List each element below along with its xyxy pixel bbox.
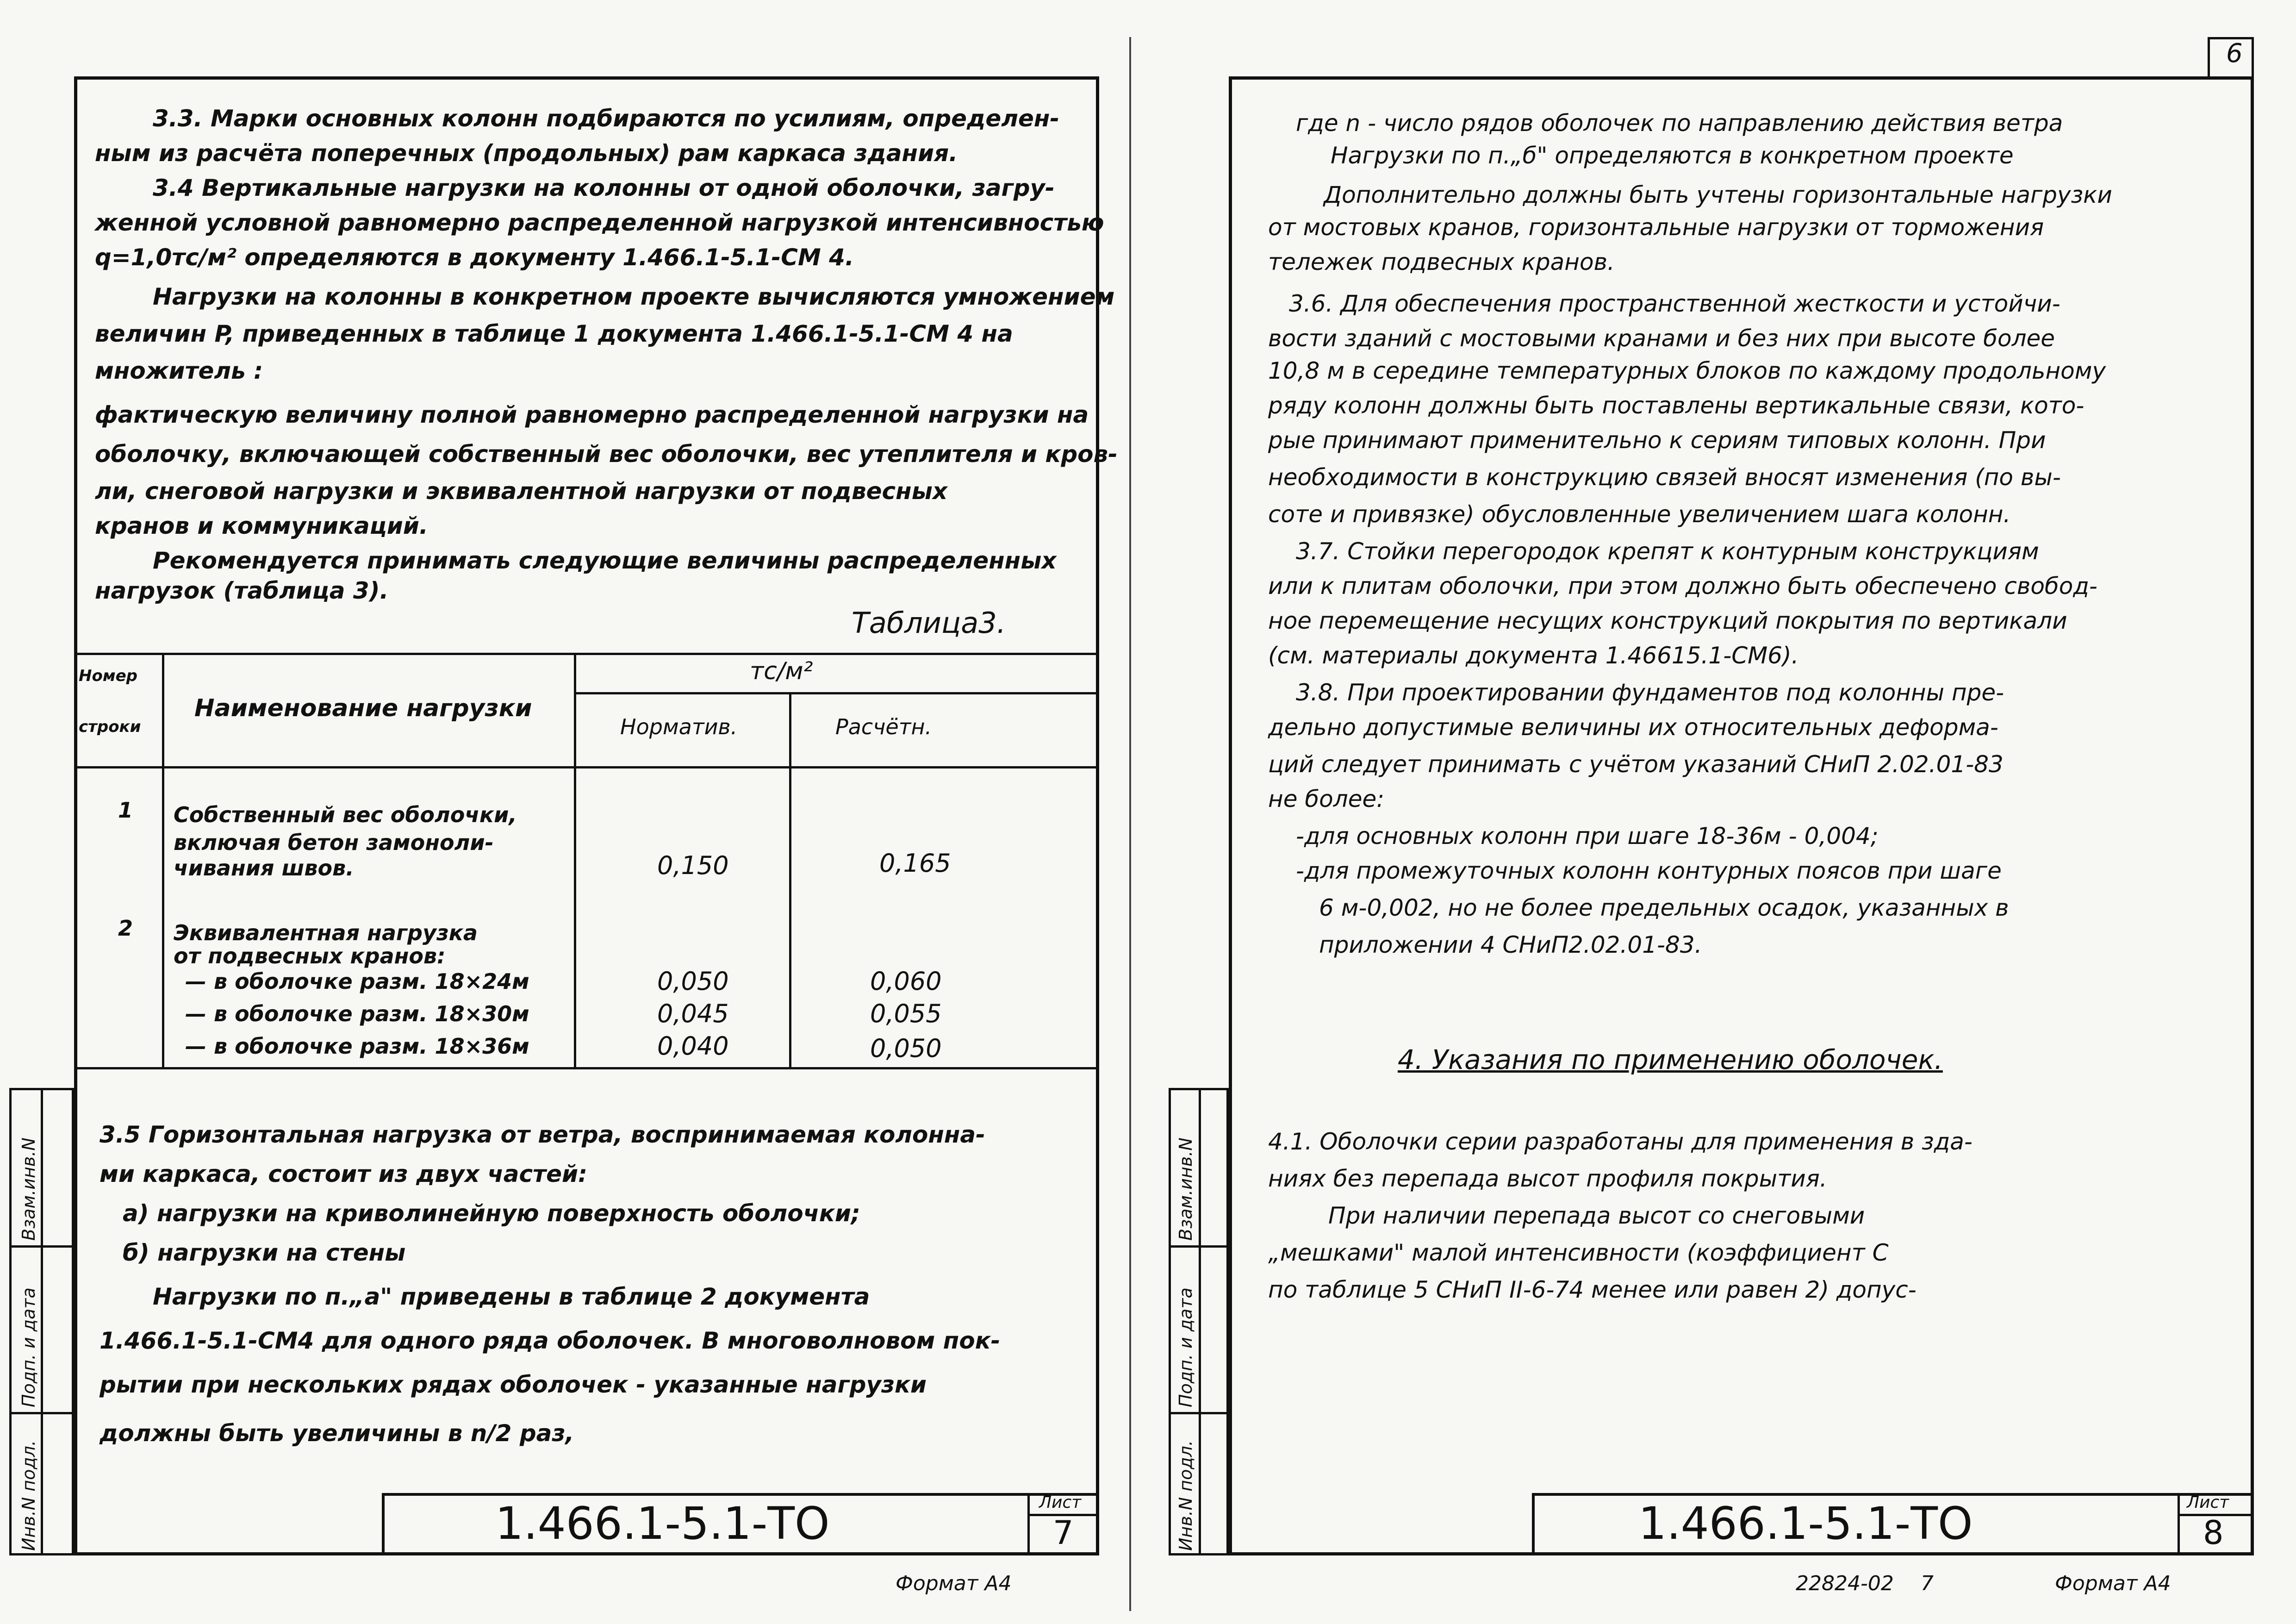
- right-para-line: ряду колонн должны быть поставлены вертикальные связи, кото-: [1268, 392, 2084, 419]
- right-para-line: или к плитам оболочки, при этом должно быть обеспечено свобод-: [1268, 573, 2097, 600]
- right-para-line: вости зданий с мостовыми кранами и без них при высоте более: [1268, 325, 2055, 352]
- left-para2-line: а) нагрузки на криволинейную поверхность оболочки;: [123, 1200, 860, 1227]
- left-para2-line: рытии при нескольких рядах оболочек - указанные нагрузки: [100, 1371, 927, 1398]
- row-calc: 0,060: [870, 967, 942, 996]
- right-sheet-label: Лист: [2187, 1493, 2229, 1512]
- left-para-line: величин P, приведенных в таблице 1 документа 1.466.1-5.1-СМ 4 на: [95, 320, 1013, 347]
- left-side-label-replace: Взам.инв.N: [19, 1137, 39, 1241]
- top-page-number: 6: [2226, 38, 2243, 69]
- row-name: — в оболочке разм. 18×30м: [185, 1001, 529, 1026]
- left-para-line: ным из расчёта поперечных (продольных) рам каркаса здания.: [95, 140, 958, 167]
- left-para2-line: должны быть увеличины в n/2 раз,: [100, 1420, 574, 1447]
- row-calc: 0,165: [879, 849, 951, 878]
- left-format: Формат А4: [896, 1572, 1012, 1595]
- right-para-line: 6 м-0,002, но не более предельных осадок, указанных в: [1319, 894, 2009, 921]
- right-para-line: не более:: [1268, 786, 1385, 812]
- row-name: — в оболочке разм. 18×24м: [185, 969, 529, 994]
- right-para-line: 10,8 м в середине температурных блоков по каждому продольному: [1268, 357, 2106, 384]
- right-para-line: рые принимают применительно к сериям типовых колонн. При: [1268, 427, 2046, 454]
- left-para2-line: 3.5 Горизонтальная нагрузка от ветра, воспринимаемая колонна-: [100, 1121, 985, 1148]
- left-para2-line: 1.466.1-5.1-СМ4 для одного ряда оболочек. В многоволновом пок-: [100, 1327, 1001, 1354]
- page-divider: [1129, 37, 1131, 1611]
- right-para-line: 3.8. При проектировании фундаментов под колонны пре-: [1296, 679, 2004, 706]
- right-side-label-sign: Подп. и дата: [1176, 1287, 1196, 1407]
- right-para2-line: 4.1. Оболочки серии разработаны для применения в зда-: [1268, 1128, 1972, 1155]
- left-para-line: ли, снеговой нагрузки и эквивалентной нагрузки от подвесных: [95, 478, 948, 505]
- row-name: чивания швов.: [174, 856, 354, 881]
- row-norm: 0,050: [657, 967, 729, 996]
- left-para2-line: ми каркаса, состоит из двух частей:: [100, 1161, 588, 1187]
- left-para2-line: б) нагрузки на стены: [123, 1239, 406, 1266]
- row-calc: 0,050: [870, 1034, 942, 1063]
- section-4-heading: 4. Указания по применению оболочек.: [1398, 1044, 1943, 1075]
- row-name: Эквивалентная нагрузка: [174, 920, 478, 945]
- table-title: Таблица3.: [852, 606, 1006, 640]
- left-sheet-label: Лист: [1039, 1493, 1082, 1512]
- left-para-line: 3.4 Вертикальные нагрузки на колонны от одной оболочки, загру-: [153, 175, 1055, 201]
- row-norm: 0,040: [657, 1031, 729, 1061]
- row-name: включая бетон замонoли-: [174, 830, 494, 855]
- right-para-line: где n - число рядов оболочек по направлению действия ветра: [1296, 110, 2063, 137]
- left-para-line: Нагрузки на колонны в конкретном проекте вычисляются умножением: [153, 283, 1115, 310]
- table-header-number: Номер: [79, 667, 138, 685]
- left-sheet-number: 7: [1053, 1514, 1074, 1552]
- right-para-line: -для промежуточных колонн контурных поясов при шаге: [1296, 857, 2002, 884]
- left-para-line: 3.3. Марки основных колонн подбираются по усилиям, определен-: [153, 105, 1060, 132]
- right-side-label-inv: Инв.N подл.: [1176, 1440, 1196, 1551]
- right-para-line: -для основных колонн при шаге 18-36м - 0,004;: [1296, 823, 1879, 849]
- right-para-line: Нагрузки по п.„б" определяются в конкретном проекте: [1331, 142, 2014, 169]
- left-para-line: женной условной равномерно распределенной нагрузкой интенсивностью: [95, 209, 1104, 236]
- right-para2-line: по таблице 5 СНиП II-6-74 менее или равен 2) допус-: [1268, 1276, 1916, 1303]
- left-para-line: кранов и коммуникаций.: [95, 512, 428, 539]
- table-header-name: Наименование нагрузки: [194, 694, 532, 722]
- row-name: от подвесных кранов:: [174, 943, 446, 968]
- right-para-line: ное перемещение несущих конструкций покрытия по вертикали: [1268, 607, 2067, 634]
- row-number: 2: [118, 916, 133, 941]
- left-para-line: q=1,0тс/м² определяются в документу 1.466.1-5.1-СМ 4.: [95, 244, 854, 271]
- left-para-line: Рекомендуется принимать следующие величины распределенных: [153, 547, 1057, 574]
- left-side-label-sign: Подп. и дата: [19, 1287, 39, 1407]
- table-header-norm: Норматив.: [620, 714, 738, 739]
- right-para-line: 3.7. Стойки перегородок крепят к контурным конструкциям: [1296, 538, 2039, 565]
- left-para-line: оболочку, включающей собственный вес оболочки, вес утеплителя и кров-: [95, 441, 1118, 468]
- right-document-code: 1.466.1-5.1-ТО: [1638, 1498, 1973, 1549]
- right-para-line: дельно допустимые величины их относительных деформа-: [1268, 714, 1998, 741]
- right-para-line: 3.6. Для обеспечения пространственной жесткости и устойчи-: [1289, 290, 2060, 317]
- left-side-label-inv: Инв.N подл.: [19, 1440, 39, 1551]
- right-para-line: тележек подвесных кранов.: [1268, 249, 1615, 275]
- row-norm: 0,150: [657, 851, 729, 880]
- right-para2-line: „мешками" малой интенсивности (коэффициент С: [1268, 1239, 1889, 1266]
- left-document-code: 1.466.1-5.1-ТО: [495, 1498, 830, 1549]
- table-header-row: строки: [79, 718, 141, 736]
- right-para-line: ций следует принимать с учётом указаний СНиП 2.02.01-83: [1268, 751, 2004, 778]
- table-header-calc: Расчётн.: [835, 714, 932, 739]
- right-para-line: соте и привязке) обусловленные увеличением шага колонн.: [1268, 501, 2011, 528]
- left-para-line: нагрузок (таблица 3).: [95, 577, 389, 604]
- row-name: Собственный вес оболочки,: [174, 802, 517, 827]
- right-sheet-number: 8: [2203, 1514, 2224, 1552]
- row-number: 1: [118, 798, 133, 823]
- right-para-line: Дополнительно должны быть учтены горизонтальные нагрузки: [1324, 181, 2112, 208]
- row-norm: 0,045: [657, 999, 729, 1028]
- right-para2-line: При наличии перепада высот со снеговыми: [1328, 1202, 1865, 1229]
- table-header-units: тс/м²: [750, 657, 813, 685]
- right-para2-line: ниях без перепада высот профиля покрытия.: [1268, 1165, 1827, 1192]
- row-calc: 0,055: [870, 999, 942, 1028]
- left-para-line: множитель :: [95, 357, 263, 384]
- right-para-line: необходимости в конструкцию связей вносят изменения (по вы-: [1268, 464, 2061, 491]
- bottom-num: 7: [1921, 1572, 1934, 1595]
- right-side-label-replace: Взам.инв.N: [1176, 1137, 1196, 1241]
- right-para-line: приложении 4 СНиП2.02.01-83.: [1319, 931, 1702, 958]
- left-para2-line: Нагрузки по п.„а" приведены в таблице 2 документа: [153, 1283, 870, 1310]
- right-format: Формат А4: [2055, 1572, 2171, 1595]
- left-para-line: фактическую величину полной равномерно распределенной нагрузки на: [95, 401, 1089, 428]
- row-name: — в оболочке разм. 18×36м: [185, 1034, 529, 1059]
- right-para-line: от мостовых кранов, горизонтальные нагрузки от торможения: [1268, 214, 2044, 241]
- bottom-code: 22824-02: [1796, 1572, 1894, 1595]
- right-para-line: (см. материалы документа 1.46615.1-СМ6).: [1268, 642, 1799, 669]
